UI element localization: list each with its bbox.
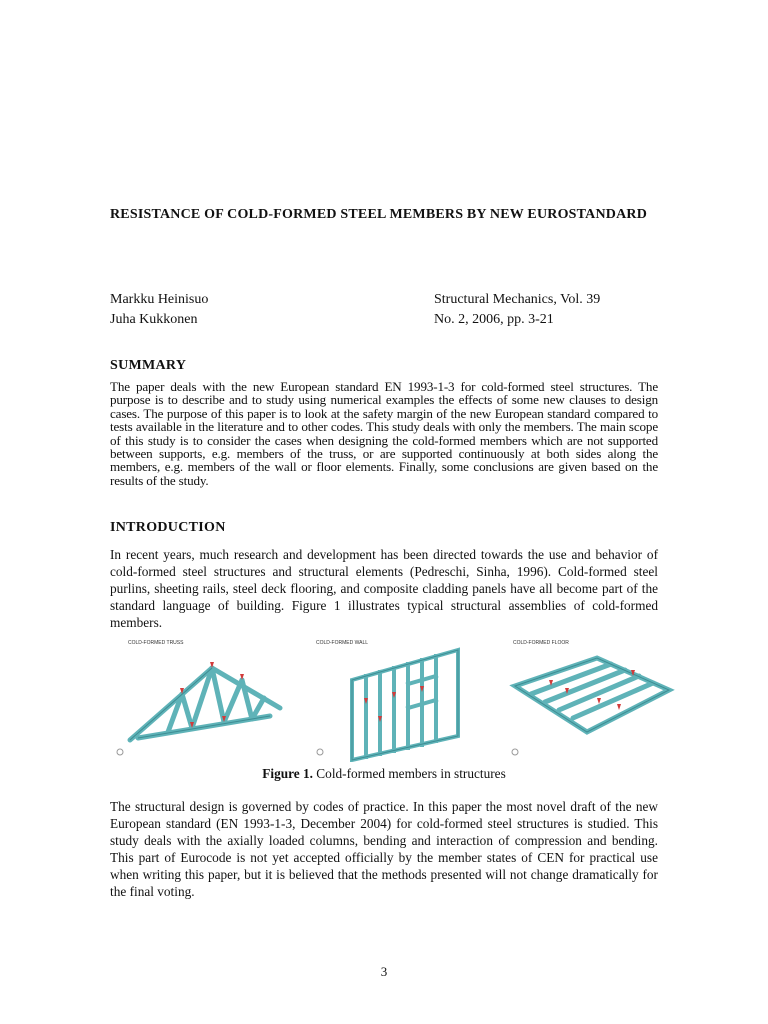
- summary-paragraph: The paper deals with the new European standard EN 1993-1-3 for cold-formed steel structures. The purpose is to describe and to study using numerical examples the effects of some new clauses to design cases. The purpose of this paper is to look at the safety margin of the new European standard compared to tests available in the literature and to other codes. This study deals with only the members. The main scope of this study is to consider the cases when designing the cold-formed members which are not supported between supports, e.g. members of the truss, or are supported continuously at both sides along the members, e.g. members of the wall or floor elements. Finally, some conclusions are given based on the results of the study.: [110, 379, 658, 488]
- floor-label: COLD-FORMED FLOOR: [513, 640, 569, 646]
- floor-drawing: [505, 636, 675, 762]
- body-paragraph: The structural design is governed by codes of practice. In this paper the most novel draft of the new European standard (EN 1993-1-3, December 2004) for cold-formed steel structures is studied. This study deals with the axially loaded columns, bending and interaction of compression and bending. This part of Eurocode is not yet accepted officially by the member states of CEN for practical use when writing this paper, but it is believed that the methods presented will not change dramatically for the final voting.: [110, 799, 658, 899]
- figure-caption: [0, 766, 768, 782]
- figure-caption-text: Cold-formed members in structures: [312, 766, 506, 781]
- page-number: 3: [380, 964, 388, 979]
- wall-label: COLD-FORMED WALL: [316, 640, 369, 646]
- journal-volume: Structural Mechanics, Vol. 39: [434, 292, 601, 307]
- truss-label: COLD-FORMED TRUSS: [128, 640, 184, 646]
- truss-illustration: [110, 636, 290, 762]
- figure-caption-label: Figure 1.: [262, 766, 313, 781]
- paper-title: RESISTANCE OF COLD-FORMED STEEL MEMBERS BY NEW EUROSTANDARD: [110, 207, 648, 222]
- figure-1: [110, 636, 670, 762]
- author-name: Markku Heinisuo: [110, 292, 209, 307]
- introduction-paragraph: In recent years, much research and development has been directed towards the use and behavior of cold-formed steel structures and structural elements (Pedreschi, Sinha, 1996). Cold-formed steel purlins, sheeting rails, steel deck flooring, and composite cladding panels have all become part of the standard language of building. Figure 1 illustrates typical structural assemblies of cold-formed members.: [110, 547, 658, 630]
- introduction-heading: INTRODUCTION: [110, 520, 226, 535]
- wall-illustration: [310, 636, 490, 762]
- truss-drawing: [110, 636, 290, 762]
- author-name: Juha Kukkonen: [110, 312, 198, 327]
- author-list: [110, 290, 208, 330]
- journal-issue: No. 2, 2006, pp. 3-21: [434, 312, 554, 327]
- wall-drawing: [310, 636, 490, 762]
- summary-heading: SUMMARY: [110, 358, 187, 373]
- floor-illustration: [505, 636, 675, 762]
- journal-info: [434, 290, 600, 330]
